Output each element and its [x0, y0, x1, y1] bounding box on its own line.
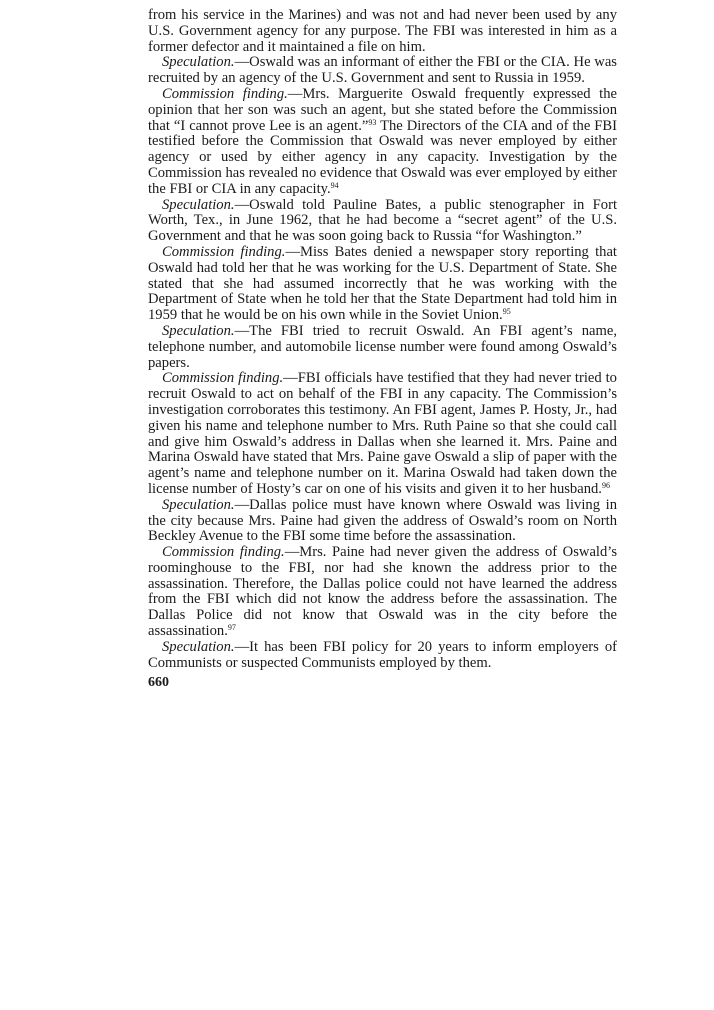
paragraph-label: Speculation. [162, 54, 235, 71]
paragraph-text: —Mrs. Paine had never given the address of Oswald’s roominghouse to the FBI, nor had she known the address prior to the assassination. Therefore, the Dallas police could not have learned the address from the FBI which did not know the address before the assassination. The Dallas Police did not know that Oswald was in the city before the assassination. [148, 544, 618, 640]
paragraph-text: —The FBI tried to recruit Oswald. An FBI agent’s name, telephone number, and automobile license number were found among Oswald’s papers. [148, 322, 617, 371]
paragraph-label: Speculation. [162, 322, 235, 339]
paragraph-label: Commission finding. [162, 544, 285, 561]
paragraph-label: Speculation. [162, 638, 235, 655]
footnote-ref: 95 [502, 307, 511, 317]
paragraph-4 [148, 245, 617, 324]
paragraph-5 [148, 324, 617, 371]
paragraph-label: Commission finding. [162, 243, 286, 260]
footnote-ref: 93 [368, 117, 377, 127]
paragraph-text: The Directors of the CIA and of the FBI testified before the Commission that Oswald was never employed by either agency or used by either agency in any capacity. Investigation by the Commission has revealed no evidence that Oswald was ever employed by either the FBI or CIA in any capacity. [148, 117, 617, 197]
paragraph-label: Commission finding. [162, 370, 284, 387]
paragraph-9 [148, 640, 617, 672]
paragraph-1 [148, 55, 617, 87]
paragraph-text: —Mrs. Marguerite Oswald frequently expressed the opinion that her son was such an agent, but she stated before the Commission that “I cannot prove Lee is an agent.” [148, 85, 617, 134]
paragraph-text: —It has been FBI policy for 20 years to inform employers of Communists or suspected Communists employed by them. [148, 638, 617, 671]
paragraph-text: —Oswald told Pauline Bates, a public stenographer in Fort Worth, Tex., in June 1962, that he had become a “secret agent” of the U.S. Government and that he was soon going back to Russia “for Washington.” [148, 196, 617, 245]
paragraph-text: —Miss Bates denied a newspaper story reporting that Oswald had told her that he was working for the U.S. Department of State. She stated that she had assumed incorrectly that he was working with the Department of State when he told her that the State Department had told him in 1959 that he would be on his own while in the Soviet Union. [148, 243, 617, 324]
paragraph-text: from his service in the Marines) and was not and had never been used by any U.S. Government agency for any purpose. The FBI was interested in him as a former defector and it maintained a file on him. [148, 7, 617, 55]
paragraph-8 [148, 545, 617, 640]
footnote-ref: 96 [601, 480, 610, 490]
footnote-ref: 94 [330, 180, 339, 190]
document-page [148, 8, 617, 691]
paragraph-7 [148, 498, 617, 545]
page-number: 660 [148, 675, 169, 691]
paragraph-0 [148, 8, 617, 55]
paragraph-3 [148, 198, 617, 245]
paragraph-label: Speculation. [162, 496, 235, 513]
paragraph-6 [148, 371, 617, 497]
paragraph-label: Speculation. [162, 196, 235, 213]
paragraph-text: —Oswald was an informant of either the FBI or the CIA. He was recruited by an agency of the U.S. Government and sent to Russia in 1959. [148, 54, 617, 87]
paragraph-text: —Dallas police must have known where Oswald was living in the city because Mrs. Paine had given the address of Oswald’s room on North Beckley Avenue to the FBI some time before the assassination. [148, 496, 617, 545]
paragraph-text: —FBI officials have testified that they had never tried to recruit Oswald to act on behalf of the FBI in any capacity. The Commission’s investigation corroborates this testimony. An FBI agent, James P. Hosty, Jr., had given his name and telephone number to Mrs. Ruth Paine so that she could call and give him Oswald’s address in Dallas when she learned it. Mrs. Paine and Marina Oswald have stated that Mrs. Paine gave Oswald a slip of paper with the agent’s name and telephone number on it. Marina Oswald had taken down the license number of Hosty’s car on one of his visits and given it to her husband. [148, 370, 617, 497]
paragraph-label: Commission finding. [162, 85, 288, 102]
paragraph-2 [148, 87, 617, 198]
footnote-ref: 97 [227, 623, 236, 633]
